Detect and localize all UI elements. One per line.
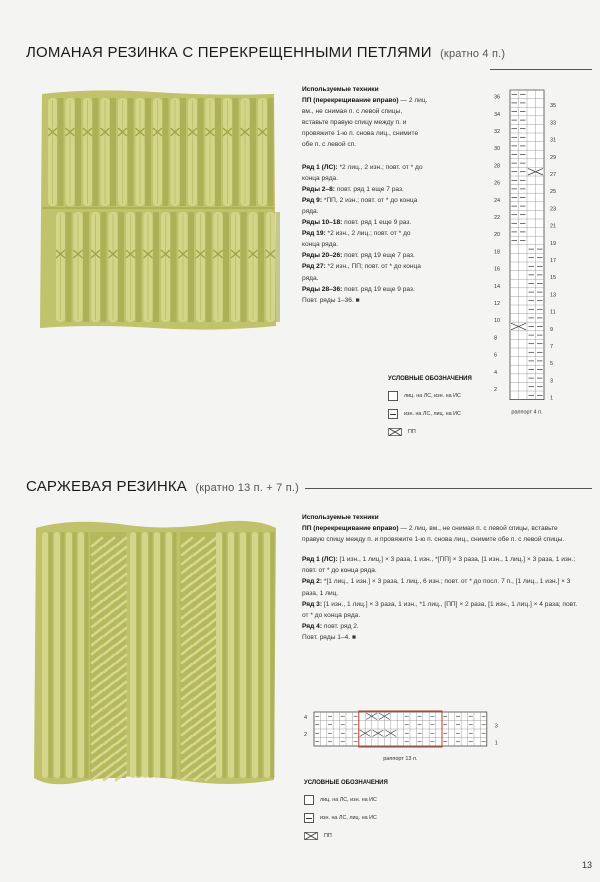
chart2-right-row-number: 1 (494, 740, 498, 747)
chart2-left-row-number: 4 (304, 715, 308, 721)
pattern1-row-2: Ряды 2–8: повт. ряд 1 еще 7 раз. (302, 185, 404, 193)
pattern2-title-rule (305, 488, 592, 489)
pattern2-instructions (302, 512, 578, 643)
pattern2-row-3: Ряд 3: [1 изн., 1 лиц.] × 3 раза, 1 изн., *1 лиц., [ПП] × 2 раза, [1 изн., 1 лиц.] × 4 раза; повт. от * до конца ряда. (302, 600, 578, 619)
chart1-right-row-number: 31 (550, 137, 557, 144)
pattern1-row-4: Ряды 10–18: повт. ряд 1 еще 9 раз. (302, 219, 412, 227)
chart2-left-row-number: 2 (304, 732, 308, 738)
chart1-right-row-number: 35 (550, 103, 557, 110)
chart1-right-row-number: 17 (550, 258, 557, 264)
legend-knit: лиц. на ЛС, изн. на ИС (388, 387, 472, 405)
pattern2-swatch-photo (30, 518, 280, 788)
chart1-left-row-number: 8 (494, 335, 498, 342)
pattern2-legend (304, 780, 388, 845)
chart1-left-row-number: 20 (494, 232, 501, 239)
pattern2-techniques-heading: Используемые техники (302, 514, 379, 521)
chart1-right-row-number: 9 (550, 326, 554, 333)
chart1-right-row-number: 33 (550, 120, 557, 127)
pattern1-row-3: Ряд 9: *ПП, 2 изн.; повт. от * до конца ряда. (302, 196, 418, 215)
chart1-left-row-number: 16 (494, 266, 501, 273)
pattern2-title-text: САРЖЕВАЯ РЕЗИНКА (26, 478, 188, 495)
chart1-left-row-number: 24 (494, 197, 501, 204)
pattern1-title (26, 44, 505, 61)
knit-symbol-icon (304, 795, 314, 805)
chart2-repeat-label: раппорт 13 п. (383, 756, 418, 762)
legend-title: УСЛОВНЫЕ ОБОЗНАЧЕНИЯ (388, 376, 472, 382)
pattern2-chart (300, 706, 522, 768)
chart1-right-row-number: 3 (550, 378, 554, 385)
legend-purl: изн. на ЛС, лиц. на ИС (304, 809, 388, 827)
pattern2-multiple: (кратно 13 п. + 7 п.) (195, 482, 300, 494)
chart1-right-row-number: 25 (550, 189, 557, 196)
pattern1-title-rule (490, 69, 592, 70)
purl-symbol-icon (304, 813, 314, 823)
pattern1-instructions (302, 84, 428, 306)
page-number: 13 (581, 860, 592, 870)
chart1-left-row-number: 12 (494, 301, 501, 307)
chart1-left-row-number: 18 (494, 249, 501, 256)
chart1-left-row-number: 22 (494, 215, 501, 221)
pattern2-technique-desc: — 2 лиц. вм., не снимая п. с левой спицы, вставьте правую спицу между п. и провяжите 1-ю п. снова лиц., снимите обе п. с левой спицы. (302, 525, 565, 544)
pattern2-repeat-note: Повт. ряды 1–4. ■ (302, 633, 356, 641)
chart1-right-row-number: 21 (550, 223, 557, 230)
chart1-left-row-number: 36 (494, 94, 501, 101)
chart1-left-row-number: 26 (494, 180, 501, 187)
chart1-left-row-number: 14 (494, 283, 501, 290)
pattern1-row-1: Ряд 1 (ЛС): *2 лиц., 2 изн.; повт. от * до конца ряда. (302, 163, 423, 182)
pattern1-techniques-heading: Используемые техники (302, 86, 379, 93)
legend-cross: ПП (304, 827, 388, 845)
chart1-left-row-number: 32 (494, 129, 501, 135)
pattern2-row-2: Ряд 2: *[1 лиц., 1 изн.] × 3 раза, 1 лиц., 6 изн.; повт. от * до посл. 7 п., [1 лиц., 1 изн.] × 3 раза, 1 лиц. (302, 578, 571, 597)
pattern1-technique-name: ПП (перекрещивание вправо) (302, 97, 399, 105)
cross-right-symbol-icon (304, 832, 318, 840)
pattern2-row-1: Ряд 1 (ЛС): [1 изн., 1 лиц.] × 3 раза, 1 изн., *[ПП] × 3 раза, [1 изн., 1 лиц.] × 3 раза, 1 изн.; повт. от * до конца ряда. (302, 556, 576, 575)
pattern1-swatch-photo (34, 88, 280, 333)
chart1-right-row-number: 11 (550, 309, 556, 316)
chart1-left-row-number: 30 (494, 146, 501, 153)
pattern1-multiple: (кратно 4 п.) (440, 48, 506, 60)
pattern1-legend (388, 376, 472, 441)
pattern1-row-7: Ряд 27: *2 изн., ПП; повт. от * до конца ряда. (302, 263, 421, 282)
chart1-right-row-number: 27 (550, 172, 557, 178)
chart1-left-row-number: 6 (494, 352, 498, 359)
pattern2-row-4: Ряд 4: повт. ряд 2. (302, 622, 359, 630)
chart1-left-row-number: 4 (494, 369, 498, 376)
pattern1-row-6: Ряды 20–26: повт. ряд 19 еще 7 раз. (302, 252, 415, 260)
cross-right-symbol-icon (388, 428, 402, 436)
chart1-right-row-number: 23 (550, 206, 557, 213)
pattern1-repeat-note: Повт. ряды 1–36. ■ (302, 296, 360, 304)
chart1-right-row-number: 13 (550, 292, 557, 299)
pattern1-technique-desc: — 2 лиц. вм., не снимая п. с левой спицы, вставьте правую спицу между п. и провяжите 1-ю п. снова лиц., снимите обе п. с левой сп. (302, 97, 428, 149)
pattern2-technique-name: ПП (перекрещивание вправо) (302, 525, 399, 533)
chart1-repeat-label: раппорт 4 п. (511, 409, 543, 416)
chart1-right-row-number: 19 (550, 240, 557, 247)
purl-symbol-icon (388, 409, 398, 419)
legend-cross: ПП (388, 423, 472, 441)
legend-title: УСЛОВНЫЕ ОБОЗНАЧЕНИЯ (304, 780, 388, 786)
pattern2-title (26, 478, 299, 495)
chart2-right-row-number: 3 (494, 723, 498, 730)
chart1-right-row-number: 5 (550, 361, 554, 368)
legend-purl: изн. на ЛС, лиц. на ИС (388, 405, 472, 423)
pattern1-chart (488, 86, 564, 430)
legend-knit: лиц. на ЛС, изн. на ИС (304, 791, 388, 809)
chart1-right-row-number: 29 (550, 154, 557, 161)
knit-symbol-icon (388, 391, 398, 401)
chart1-left-row-number: 34 (494, 111, 501, 118)
chart1-right-row-number: 7 (550, 344, 554, 350)
chart1-left-row-number: 10 (494, 318, 501, 325)
pattern1-row-5: Ряд 19: *2 изн., 2 лиц.; повт. от * до конца ряда. (302, 230, 411, 249)
chart1-right-row-number: 1 (550, 395, 554, 402)
pattern1-title-text: ЛОМАНАЯ РЕЗИНКА С ПЕРЕКРЕЩЕННЫМИ ПЕТЛЯМИ (26, 44, 432, 61)
chart1-right-row-number: 15 (550, 275, 557, 282)
pattern1-row-8: Ряды 28–36: повт. ряд 19 еще 9 раз. (302, 285, 415, 293)
chart1-left-row-number: 28 (494, 163, 501, 170)
chart1-left-row-number: 2 (494, 387, 498, 393)
